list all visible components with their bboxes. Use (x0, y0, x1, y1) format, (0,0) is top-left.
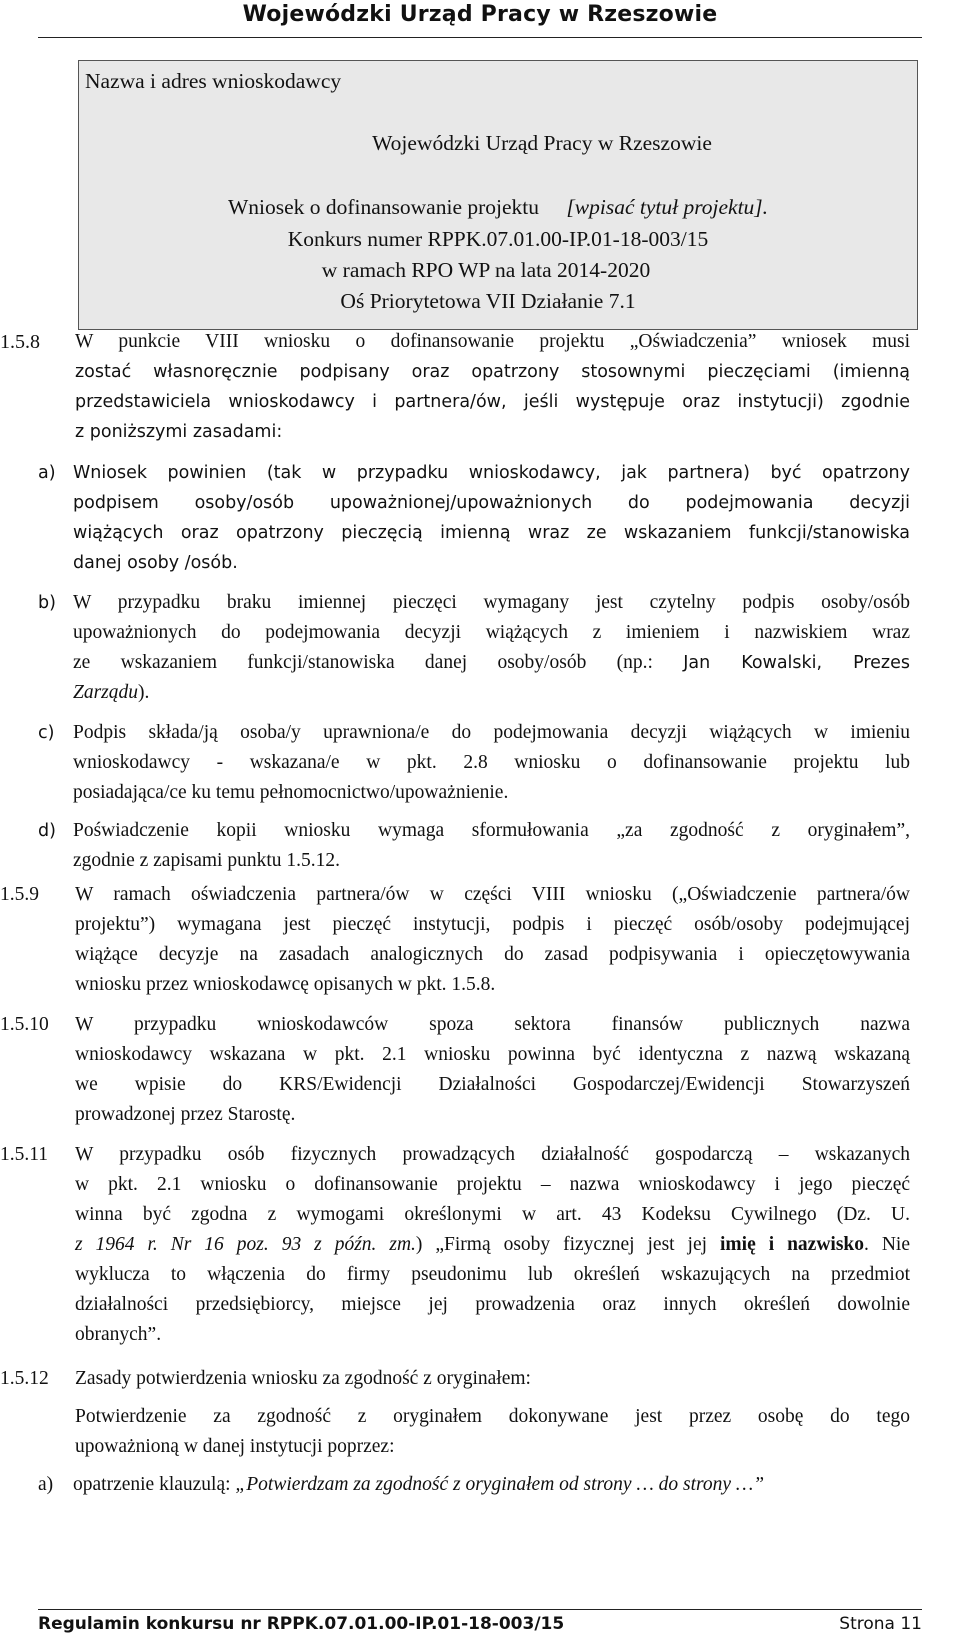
footer-regulation-id: Regulamin konkursu nr RPPK.07.01.00-IP.01-18-003/15 (38, 1614, 565, 1634)
text-line: Podpis składa/ją osoba/y uprawniona/e do podejmowania decyzji wiążących w imieniu (73, 722, 910, 743)
list-item-clause (73, 1470, 910, 1500)
text-line: Poświadczenie kopii wniosku wymaga sformułowania „za zgodność z oryginałem”, (73, 820, 910, 841)
section-1-5-10 (75, 1010, 910, 1130)
list-item-b (73, 588, 910, 708)
text-line: z 1964 r. Nr 16 poz. 93 z późn. zm.) „Firmą osoby fizycznej jest jej imię i nazwisko. Nie (75, 1234, 911, 1255)
footer-page-number: Strona 11 (839, 1614, 922, 1634)
text-line: Potwierdzenie za zgodność z oryginałem dokonywane jest przez osobę do tego (75, 1406, 910, 1427)
text-line: zgodnie z zapisami punktu 1.5.12. (73, 850, 340, 871)
text-line: ze wskazaniem funkcji/stanowiska danej osoby/osób (np.: Jan Kowalski, Prezes (73, 652, 910, 673)
box-applicant-label: Nazwa i adres wnioskodawcy (85, 69, 342, 93)
text-line: W punkcie VIII wniosku o dofinansowanie projektu „Oświadczenia” wniosek musi (75, 331, 910, 352)
box-competition-number: Konkurs numer RPPK.07.01.00-IP.01-18-003/15 (287, 227, 709, 251)
text-line: wiążących oraz opatrzony pieczęcią imienną wraz ze wskazaniem funkcji/stanowiska (73, 523, 910, 543)
section-1-5-12-title (75, 1364, 910, 1394)
section-number: 1.5.11 (0, 1144, 49, 1165)
text-line: posiadająca/ce ku temu pełnomocnictwo/upoważnienie. (73, 782, 509, 803)
box-project-title-placeholder: [wpisać tytuł projektu]. (566, 195, 769, 219)
text-line: projektu”) wymagana jest pieczęć instytucji, podpis i pieczęć osób/osoby podejmującej (75, 914, 910, 935)
text-line: W przypadku braku imiennej pieczęci wymagany jest czytelny podpis osoby/osób (73, 592, 910, 613)
list-item-a (73, 458, 910, 578)
box-priority-axis: Oś Priorytetowa VII Działanie 7.1 (340, 289, 636, 313)
text-line: danej osoby /osób. (73, 553, 238, 573)
box-application-title-text: Wniosek o dofinansowanie projektu (227, 195, 540, 219)
section-number: 1.5.9 (0, 884, 39, 905)
box-program: w ramach RPO WP na lata 2014-2020 (321, 258, 651, 282)
section-number: 1.5.8 (0, 331, 40, 353)
text-line: wiążące decyzje na zasadach analogicznych do zasad podpisywania i opieczętowywania (75, 944, 910, 965)
text-line: wyklucza to włączenia do firmy pseudonimu lub określeń wskazujących na przedmiot (75, 1264, 910, 1285)
text-line: podpisem osoby/osób upoważnionej/upoważnionych do podejmowania decyzji (73, 493, 910, 513)
text-line: prowadzonej przez Starostę. (75, 1104, 296, 1125)
text-line: obranych”. (75, 1324, 162, 1345)
text-line: zostać własnoręcznie podpisany oraz opatrzony stosownymi pieczęciami (imienną (75, 362, 910, 382)
footer-divider (38, 1609, 922, 1610)
text-line: wnioskodawcy wskazana w pkt. 2.1 wniosku powinna być identyczna z nazwą wskazaną (75, 1044, 910, 1065)
text-line: opatrzenie klauzulą: „Potwierdzam za zgodność z oryginałem od strony … do strony …” (73, 1474, 765, 1495)
section-number: 1.5.10 (0, 1014, 49, 1035)
text-line: wnioskodawcy - wskazana/e w pkt. 2.8 wniosku o dofinansowanie projektu lub (73, 752, 910, 773)
text-line: winna być zgodna z wymogami określonymi w art. 43 Kodeksu Cywilnego (Dz. U. (75, 1204, 910, 1225)
list-item-d (73, 816, 910, 876)
text-line: Wniosek powinien (tak w przypadku wnioskodawcy, jak partnera) być opatrzony (73, 463, 910, 483)
text-line: Zasady potwierdzenia wniosku za zgodność z oryginałem: (75, 1368, 531, 1389)
applicant-info-box (78, 60, 918, 330)
text-line: we wpisie do KRS/Ewidencji Działalności Gospodarczej/Ewidencji Stowarzyszeń (75, 1074, 910, 1095)
text-line: upoważnionych do podejmowania decyzji wiążących z imieniem i nazwiskiem wraz (73, 622, 910, 643)
list-label: d) (38, 821, 56, 841)
section-1-5-12-body (75, 1402, 910, 1462)
page-header-title: Wojewódzki Urząd Pracy w Rzeszowie (242, 2, 718, 27)
section-1-5-11 (75, 1140, 910, 1350)
text-line: z poniższymi zasadami: (75, 422, 283, 442)
section-1-5-9 (75, 880, 910, 1000)
section-number: 1.5.12 (0, 1368, 49, 1389)
text-line: przedstawiciela wnioskodawcy i partnera/ów, jeśli występuje oraz instytucji) zgodnie (75, 392, 910, 412)
section-1-5-8 (75, 327, 910, 447)
text-line: wniosku przez wnioskodawcę opisanych w pkt. 1.5.8. (75, 974, 496, 995)
list-label: b) (38, 593, 56, 613)
text-line: działalności przedsiębiorcy, miejsce jej prowadzenia oraz innych określeń dowolnie (75, 1294, 910, 1315)
box-application-title (79, 195, 917, 220)
list-label: a) (38, 463, 56, 483)
list-label: a) (38, 1474, 54, 1495)
text-line: upoważnioną w danej instytucji poprzez: (75, 1436, 395, 1457)
text-line: W przypadku wnioskodawców spoza sektora finansów publicznych nazwa (75, 1014, 910, 1035)
text-line: w pkt. 2.1 wniosku o dofinansowanie projektu – nazwa wnioskodawcy i jego pieczęć (75, 1174, 910, 1195)
text-line: W przypadku osób fizycznych prowadzących działalność gospodarczą – wskazanych (75, 1144, 910, 1165)
header-divider (38, 37, 922, 38)
list-label: c) (38, 723, 55, 743)
text-line: Zarządu). (73, 682, 150, 703)
text-line: W ramach oświadczenia partnera/ów w części VIII wniosku („Oświadczenie partnera/ów (75, 884, 910, 905)
box-office-name: Wojewódzki Urząd Pracy w Rzeszowie (372, 131, 712, 155)
list-item-c (73, 718, 910, 808)
